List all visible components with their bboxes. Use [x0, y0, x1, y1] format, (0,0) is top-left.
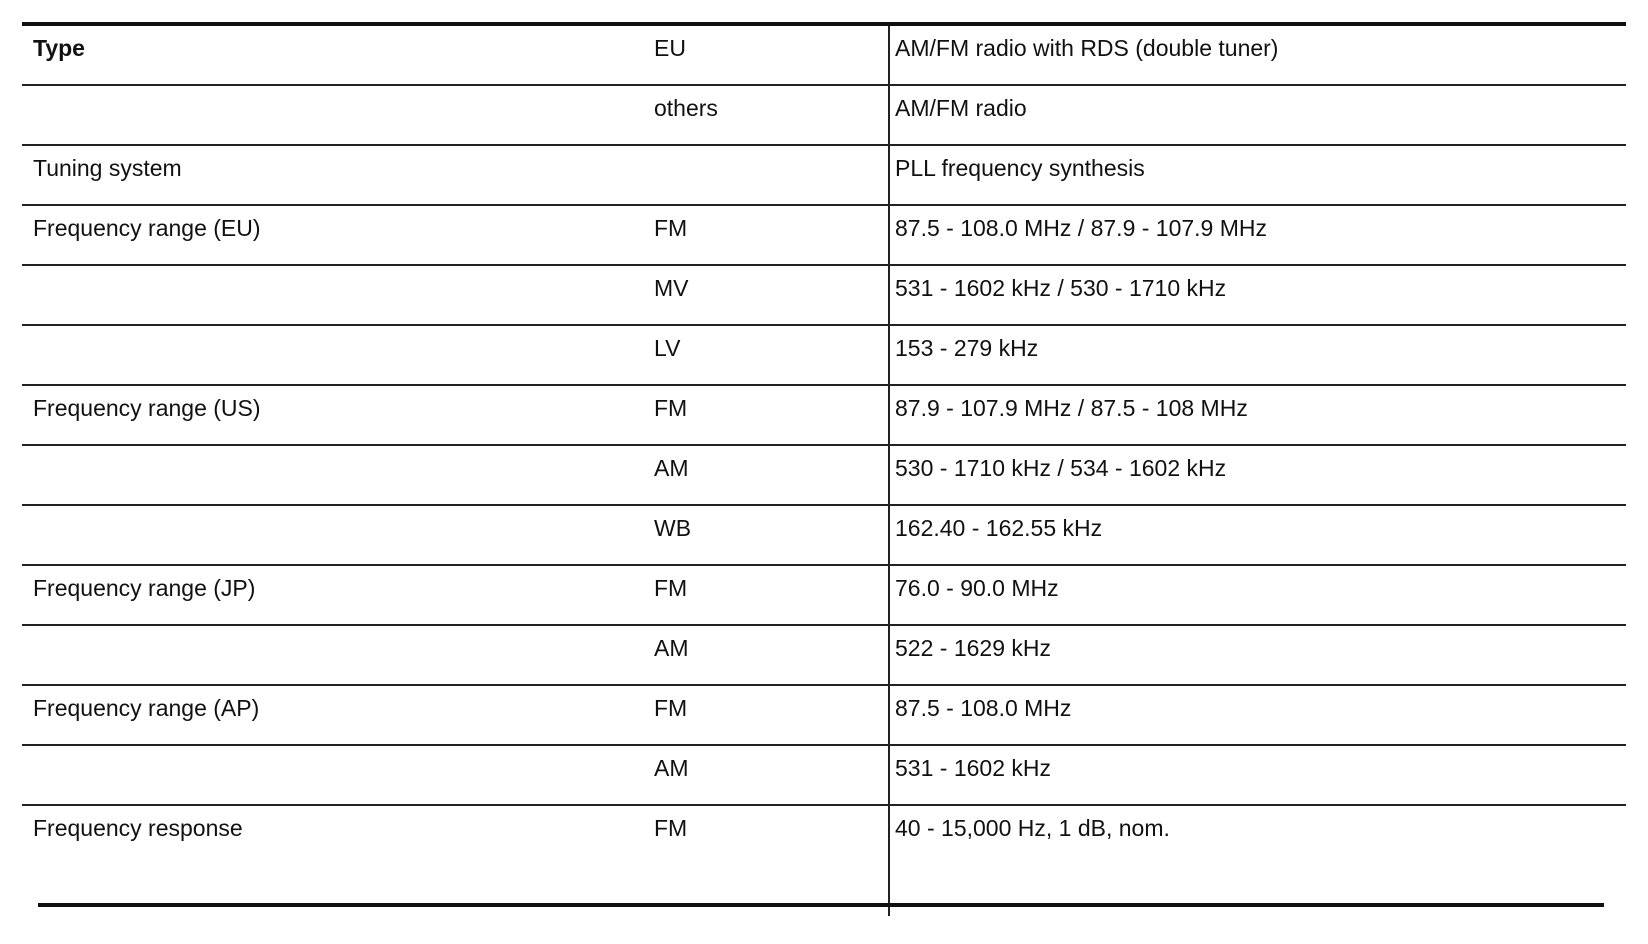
table-row: [22, 266, 1626, 326]
row-value: 162.40 - 162.55 kHz: [895, 515, 1103, 541]
row-value: 87.9 - 107.9 MHz / 87.5 - 108 MHz: [895, 395, 1248, 421]
row-band: MV: [654, 275, 689, 301]
table-row: [22, 446, 1626, 506]
table-row: [22, 626, 1626, 686]
row-band: AM: [654, 755, 689, 781]
row-value: 531 - 1602 kHz / 530 - 1710 kHz: [895, 275, 1227, 301]
row-label: Frequency range (AP): [33, 695, 260, 721]
row-band: FM: [654, 215, 688, 241]
row-band: AM: [654, 635, 689, 661]
row-label: Frequency range (US): [33, 395, 261, 421]
table-row: [22, 86, 1626, 146]
row-label: Frequency response: [33, 815, 243, 841]
row-band: FM: [654, 695, 688, 721]
table-row: [22, 206, 1626, 266]
table-bottom-rule: [38, 903, 1604, 907]
row-band: AM: [654, 455, 689, 481]
row-label: Frequency range (EU): [33, 215, 261, 241]
table-row: [22, 686, 1626, 746]
row-band: others: [654, 95, 718, 121]
row-band: FM: [654, 815, 688, 841]
row-band: WB: [654, 515, 692, 541]
row-value: 530 - 1710 kHz / 534 - 1602 kHz: [895, 455, 1227, 481]
table-row: [22, 806, 1626, 866]
table-row: [22, 326, 1626, 386]
row-value: 153 - 279 kHz: [895, 335, 1039, 361]
row-value: AM/FM radio: [895, 95, 1027, 121]
table-row: [22, 26, 1626, 86]
row-label: Frequency range (JP): [33, 575, 256, 601]
row-value: 40 - 15,000 Hz, 1 dB, nom.: [895, 815, 1170, 841]
row-value: 76.0 - 90.0 MHz: [895, 575, 1059, 601]
row-value: 87.5 - 108.0 MHz / 87.9 - 107.9 MHz: [895, 215, 1268, 241]
row-value: 522 - 1629 kHz: [895, 635, 1051, 661]
row-band: FM: [654, 575, 688, 601]
row-band: FM: [654, 395, 688, 421]
table-row: [22, 566, 1626, 626]
row-band: LV: [654, 335, 681, 361]
row-value: 87.5 - 108.0 MHz: [895, 695, 1072, 721]
table-row: [22, 146, 1626, 206]
row-label: Type: [33, 35, 85, 61]
row-value: PLL frequency synthesis: [895, 155, 1145, 181]
row-value: AM/FM radio with RDS (double tuner): [895, 35, 1279, 61]
row-label: Tuning system: [33, 155, 182, 181]
row-band: EU: [654, 35, 686, 61]
table-row: [22, 746, 1626, 806]
row-value: 531 - 1602 kHz: [895, 755, 1051, 781]
column-divider: [888, 26, 890, 916]
table-row: [22, 506, 1626, 566]
table-row: [22, 386, 1626, 446]
